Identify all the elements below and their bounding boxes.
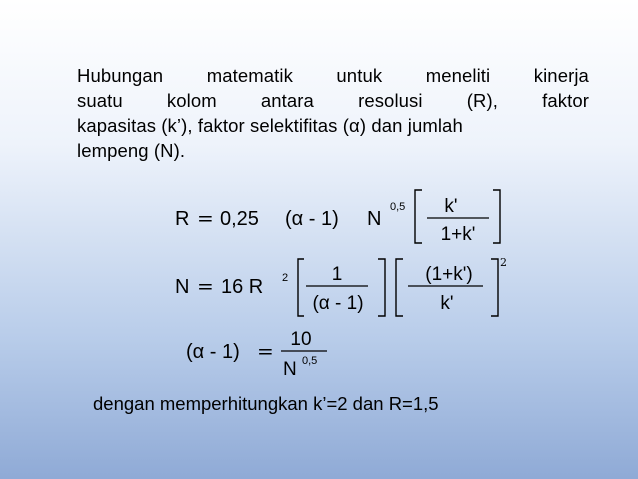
word: (R),: [466, 90, 498, 111]
eq3-equals: =: [257, 339, 274, 363]
eq1-exp: 0,5: [390, 201, 406, 213]
word: resolusi: [358, 90, 423, 111]
equation-1: [175, 190, 500, 245]
eq3-den-exp: 0,5: [302, 355, 318, 367]
eq1-paren: (α - 1): [285, 208, 339, 230]
eq2-left-bracket-2: [396, 259, 403, 316]
word: untuk: [336, 65, 383, 86]
eq2-lhs: N: [175, 276, 190, 298]
equation-2: [175, 256, 507, 316]
word: kinerja: [533, 65, 589, 86]
eq3-num: 10: [290, 329, 312, 350]
line-text: lempeng (N).: [77, 140, 186, 161]
eq2-coef: 16 R: [221, 276, 264, 298]
eq1-lhs: R: [175, 208, 190, 230]
eq2-frac2-den: k': [440, 293, 454, 314]
word: Hubungan: [77, 65, 164, 86]
eq2-right-bracket-2: [491, 259, 498, 316]
equation-3: [186, 329, 327, 380]
eq2-left-bracket-1: [298, 259, 304, 316]
eq2-frac1-den: (α - 1): [312, 293, 364, 314]
eq2-frac1-num: 1: [331, 264, 343, 285]
word: matematik: [206, 65, 293, 86]
eq3-lhs: (α - 1): [186, 341, 240, 363]
eq1-N: N: [367, 208, 382, 230]
word: faktor: [542, 90, 589, 111]
eq2-right-bracket-1: [378, 259, 385, 316]
eq2-equals: =: [197, 274, 214, 298]
line-text: kapasitas (k’), faktor selektifitas (α) dan jumlah: [77, 115, 463, 136]
word: suatu: [77, 90, 123, 111]
eq1-left-bracket: [415, 190, 422, 243]
word: kolom: [166, 90, 217, 111]
eq1-frac-den: 1+k': [440, 224, 476, 245]
footer-note: dengan memperhitungkan k’=2 dan R=1,5: [93, 393, 439, 414]
eq1-coef: 0,25: [220, 208, 259, 230]
word: meneliti: [425, 65, 491, 86]
eq2-frac2-num: (1+k'): [425, 264, 473, 285]
eq1-equals: =: [197, 206, 214, 230]
word: antara: [260, 90, 314, 111]
eq2-coef-exp: 2: [282, 272, 289, 284]
eq1-right-bracket: [493, 190, 500, 243]
eq3-den-N: N: [283, 359, 297, 380]
eq1-frac-num: k': [444, 196, 458, 217]
eq2-outer-exp: 2: [500, 256, 507, 269]
